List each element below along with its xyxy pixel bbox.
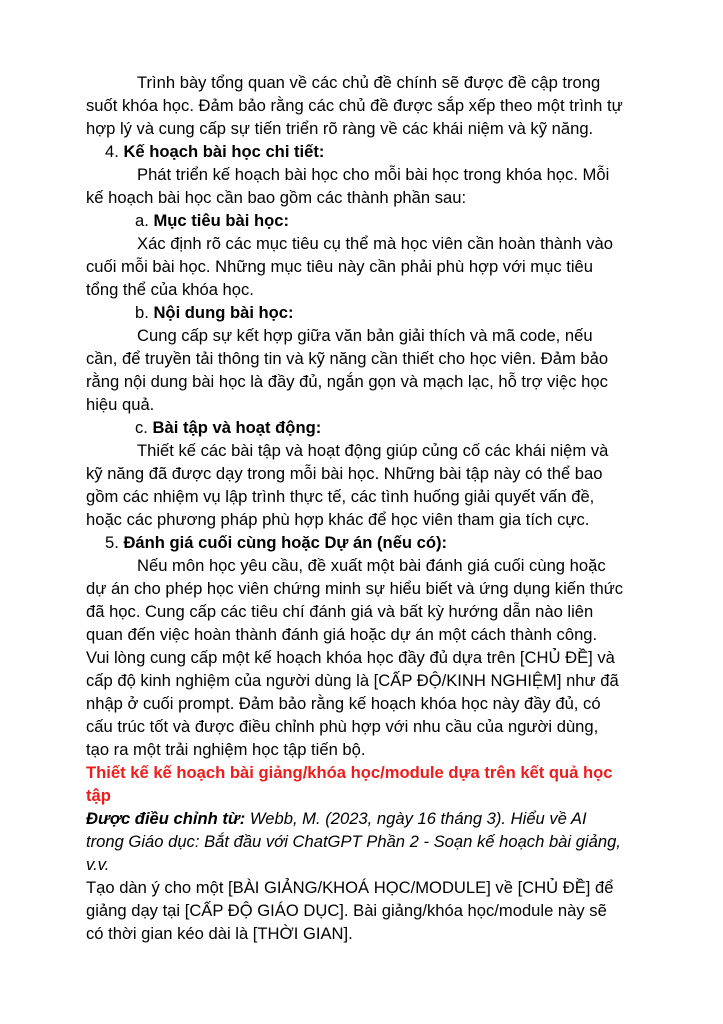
section-heading: tập [86,786,111,805]
closing-line: Vui lòng cung cấp một kế hoạch khóa học đầy đủ dựa trên [CHỦ ĐỀ] và [86,648,615,667]
paragraph-line: kế hoạch bài học cần bao gồm các thành phần sau: [86,188,467,207]
source-citation-line: v.v. [86,855,110,874]
source-label: Được điều chỉnh từ: [86,809,246,828]
sub-letter: a. [135,211,154,230]
closing-line: cấu trúc tốt và được điều chỉnh phù hợp với nhu cầu của người dùng, [86,717,599,736]
list-number: 5. [105,533,124,552]
closing-line: tạo ra một trải nghiệm học tập tiến bộ. [86,740,366,759]
closing-line: cấp độ kinh nghiệm của người dùng là [CẤP ĐỘ/KINH NGHIỆM] như đã [86,671,619,690]
list-item-title: Đánh giá cuối cùng hoặc Dự án (nếu có): [123,533,448,552]
list-item-title: Kế hoạch bài học chi tiết: [123,142,325,161]
paragraph-line: hoặc các phương pháp phù hợp khác để học viên tham gia tích cực. [86,510,590,529]
paragraph-line: dự án cho phép học viên chứng minh sự hiểu biết và ứng dụng kiến thức [86,579,624,598]
intro-line: suốt khóa học. Đảm bảo rằng các chủ đề được sắp xếp theo một trình tự [86,96,623,115]
paragraph-line: cuối mỗi bài học. Những mục tiêu này cần phải phù hợp với mục tiêu [86,257,593,276]
paragraph-line: quan đến việc hoàn thành đánh giá hoặc dự án một cách thành công. [86,625,598,644]
paragraph-line: Xác định rõ các mục tiêu cụ thể mà học viên cần hoàn thành vào [137,234,613,253]
sub-item-title: Nội dung bài học: [153,303,294,322]
sub-item-b-heading [135,301,294,324]
paragraph-line: Phát triển kế hoạch bài học cho mỗi bài học trong khóa học. Mỗi [137,165,610,184]
closing-line: nhập ở cuối prompt. Đảm bảo rằng kế hoạch khóa học này đầy đủ, có [86,694,601,713]
source-citation-line: trong Giáo dục: Bắt đầu với ChatGPT Phần 2 - Soạn kế hoạch bài giảng, [86,832,621,851]
sub-letter: b. [135,303,154,322]
paragraph-line: gồm các nhiệm vụ lập trình thực tế, các tình huống giải quyết vấn đề, [86,487,595,506]
paragraph-line: cần, để truyền tải thông tin và kỹ năng cần thiết cho học viên. Đảm bảo [86,349,609,368]
section-heading: Thiết kế kế hoạch bài giảng/khóa học/module dựa trên kết quả học [86,763,613,782]
prompt-line: giảng dạy tại [CẤP ĐỘ GIÁO DỤC]. Bài giảng/khóa học/module này sẽ [86,901,607,920]
paragraph-line: Nếu môn học yêu cầu, đề xuất một bài đánh giá cuối cùng hoặc [137,556,606,575]
sub-item-title: Mục tiêu bài học: [153,211,289,230]
sub-letter: c. [135,418,153,437]
list-item-4-heading [105,140,324,163]
paragraph-line: đã học. Cung cấp các tiêu chí đánh giá và bất kỳ hướng dẫn nào liên [86,602,594,621]
sub-item-a-heading [135,209,289,232]
prompt-line: Tạo dàn ý cho một [BÀI GIẢNG/KHOÁ HỌC/MODULE] về [CHỦ ĐỀ] để [86,878,614,897]
intro-line: hợp lý và cung cấp sự tiến triển rõ ràng về các khái niệm và kỹ năng. [86,119,594,138]
intro-line: Trình bày tổng quan về các chủ đề chính sẽ được đề cập trong [137,73,601,92]
source-text: Webb, M. (2023, ngày 16 tháng 3). Hiểu về AI [245,809,587,828]
source-citation [86,807,587,830]
paragraph-line: tổng thể của khóa học. [86,280,254,299]
sub-item-title: Bài tập và hoạt động: [152,418,322,437]
list-item-5-heading [105,531,447,554]
sub-item-c-heading [135,416,321,439]
prompt-line: có thời gian kéo dài là [THỜI GIAN]. [86,924,353,943]
paragraph-line: kỹ năng đã được dạy trong mỗi bài học. Những bài tập này có thể bao [86,464,603,483]
paragraph-line: rằng nội dung bài học là đầy đủ, ngắn gọn và mạch lạc, hỗ trợ việc học [86,372,608,391]
list-number: 4. [105,142,124,161]
paragraph-line: Thiết kế các bài tập và hoạt động giúp củng cố các khái niệm và [137,441,609,460]
paragraph-line: Cung cấp sự kết hợp giữa văn bản giải thích và mã code, nếu [137,326,593,345]
paragraph-line: hiệu quả. [86,395,155,414]
